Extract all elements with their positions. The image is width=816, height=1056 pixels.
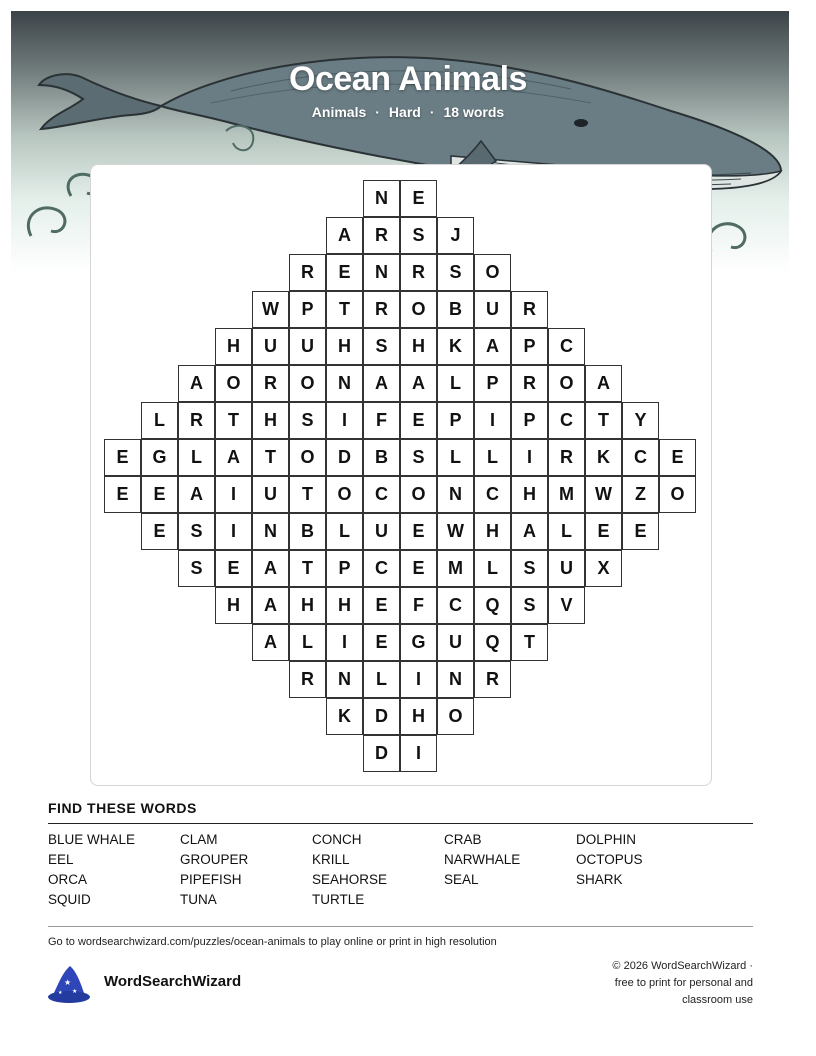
grid-cell[interactable]: A [178,476,215,513]
grid-cell[interactable]: Q [474,587,511,624]
grid-cell[interactable]: A [363,365,400,402]
grid-cell[interactable]: E [104,476,141,513]
grid-cell[interactable]: R [289,254,326,291]
grid-cell[interactable]: X [585,550,622,587]
grid-cell[interactable]: E [400,513,437,550]
grid-cell[interactable]: R [400,254,437,291]
word-list-item: CONCH [312,832,362,847]
grid-cell[interactable]: H [474,513,511,550]
grid-cell[interactable]: O [289,365,326,402]
copyright-note [553,958,753,1009]
grid-cell[interactable]: R [289,661,326,698]
grid-cell[interactable]: T [289,550,326,587]
grid-cell[interactable]: L [363,661,400,698]
grid-cell[interactable]: S [178,513,215,550]
word-list-item: TURTLE [312,892,365,907]
grid-cell[interactable]: U [437,624,474,661]
category-label: Animals [311,104,367,120]
grid-cell[interactable]: P [474,365,511,402]
grid-cell[interactable]: O [400,476,437,513]
wizard-hat-icon [46,963,92,1005]
grid-cell[interactable]: D [363,698,400,735]
grid-cell[interactable]: P [511,402,548,439]
grid-cell[interactable]: E [400,550,437,587]
grid-cell[interactable]: P [437,402,474,439]
grid-cell[interactable]: R [178,402,215,439]
brand-name[interactable]: WordSearchWizard [104,973,242,990]
word-list-item: CLAM [180,832,218,847]
grid-cell[interactable]: L [141,402,178,439]
grid-cell[interactable]: E [585,513,622,550]
grid-cell[interactable]: A [400,365,437,402]
grid-cell[interactable]: W [252,291,289,328]
word-list-item: ORCA [48,872,88,887]
grid-cell[interactable]: L [178,439,215,476]
grid-cell[interactable]: R [252,365,289,402]
grid-cell[interactable]: U [289,328,326,365]
grid-cell[interactable]: R [511,365,548,402]
word-list-item: KRILL [312,852,350,867]
copyright-line: classroom use [682,994,753,1006]
grid-cell[interactable]: A [585,365,622,402]
grid-cell[interactable]: B [289,513,326,550]
grid-cell[interactable]: N [437,476,474,513]
grid-cell[interactable]: A [178,365,215,402]
grid-cell[interactable]: T [215,402,252,439]
puzzle-card [90,164,712,786]
word-list-item: SQUID [48,892,91,907]
grid-cell[interactable]: U [474,291,511,328]
grid-cell[interactable]: C [363,550,400,587]
svg-text:★: ★ [72,988,78,995]
grid-cell[interactable]: T [326,291,363,328]
grid-cell[interactable]: K [326,698,363,735]
grid-cell[interactable]: O [400,291,437,328]
grid-cell[interactable]: R [474,661,511,698]
grid-cell[interactable]: I [474,402,511,439]
grid-cell[interactable]: E [400,180,437,217]
word-list-item: BLUE WHALE [48,832,136,847]
grid-cell[interactable]: O [548,365,585,402]
grid-cell[interactable]: H [215,587,252,624]
grid-cell[interactable]: N [363,180,400,217]
grid-cell[interactable]: I [215,476,252,513]
grid-cell[interactable]: H [326,328,363,365]
grid-cell[interactable]: A [511,513,548,550]
grid-cell[interactable]: E [400,402,437,439]
difficulty-label: Hard [388,104,421,120]
grid-cell[interactable]: A [252,550,289,587]
grid-cell[interactable]: L [474,439,511,476]
grid-cell[interactable]: N [252,513,289,550]
svg-text:★: ★ [58,990,63,996]
grid-cell[interactable]: N [437,661,474,698]
grid-cell[interactable]: I [400,735,437,772]
grid-cell[interactable]: T [511,624,548,661]
grid-cell[interactable]: O [437,698,474,735]
grid-cell[interactable]: S [400,217,437,254]
grid-cell[interactable]: E [363,587,400,624]
grid-cell[interactable]: U [363,513,400,550]
grid-cell[interactable]: B [363,439,400,476]
grid-cell[interactable]: E [141,513,178,550]
word-list-item: DOLPHIN [576,832,637,847]
grid-cell[interactable]: W [585,476,622,513]
grid-cell[interactable]: C [437,587,474,624]
grid-cell[interactable]: H [400,698,437,735]
grid-cell[interactable]: M [437,550,474,587]
grid-cell[interactable]: H [289,587,326,624]
grid-cell[interactable]: A [326,217,363,254]
copyright-line: free to print for personal and [614,977,753,989]
grid-cell[interactable]: E [326,254,363,291]
grid-cell[interactable]: M [548,476,585,513]
grid-cell[interactable]: A [252,587,289,624]
word-list-item: SEAL [444,872,479,887]
grid-cell[interactable]: I [511,439,548,476]
grid-cell[interactable]: Z [622,476,659,513]
separator-dot: · [375,104,380,120]
word-list-item: PIPEFISH [180,872,242,887]
grid-cell[interactable]: L [326,513,363,550]
grid-cell[interactable]: I [215,513,252,550]
grid-cell[interactable]: E [141,476,178,513]
grid-cell[interactable]: Q [474,624,511,661]
puzzle-meta [0,104,816,120]
grid-cell[interactable]: E [104,439,141,476]
grid-cell[interactable]: R [363,217,400,254]
grid-cell[interactable]: U [252,328,289,365]
grid-cell[interactable]: N [326,365,363,402]
footer-divider [48,926,753,927]
grid-cell[interactable]: E [659,439,696,476]
grid-cell[interactable]: S [363,328,400,365]
word-list-item: GROUPER [180,852,249,867]
grid-cell[interactable]: B [437,291,474,328]
heading-divider [48,823,753,824]
grid-cell[interactable]: I [326,624,363,661]
grid-cell[interactable]: C [363,476,400,513]
word-list-item: EEL [48,852,74,867]
grid-cell[interactable]: J [437,217,474,254]
grid-cell[interactable]: G [400,624,437,661]
copyright-line: © 2026 WordSearchWizard · [612,960,753,972]
grid-cell[interactable]: H [215,328,252,365]
grid-cell[interactable]: R [511,291,548,328]
grid-cell[interactable]: U [548,550,585,587]
grid-cell[interactable]: I [326,402,363,439]
grid-cell[interactable]: R [548,439,585,476]
grid-cell[interactable]: S [511,550,548,587]
footer-link-text[interactable]: Go to wordsearchwizard.com/puzzles/ocean-animals to play online or print in high resolution [48,936,497,948]
grid-cell[interactable]: Y [622,402,659,439]
word-list-item: NARWHALE [444,852,521,867]
grid-cell[interactable]: D [363,735,400,772]
grid-cell[interactable]: O [215,365,252,402]
word-list-item: SHARK [576,872,623,887]
grid-cell[interactable]: W [437,513,474,550]
grid-cell[interactable]: I [400,661,437,698]
grid-cell[interactable]: O [326,476,363,513]
grid-cell[interactable]: T [585,402,622,439]
grid-cell[interactable]: H [326,587,363,624]
grid-cell[interactable]: L [289,624,326,661]
grid-cell[interactable]: E [622,513,659,550]
grid-cell[interactable]: E [363,624,400,661]
separator-dot: · [429,104,435,120]
grid-cell[interactable]: A [252,624,289,661]
grid-cell[interactable]: E [215,550,252,587]
grid-cell[interactable]: A [215,439,252,476]
grid-cell[interactable]: S [511,587,548,624]
word-count-label: 18 words [443,104,505,120]
grid-cell[interactable]: L [474,550,511,587]
grid-cell[interactable]: S [289,402,326,439]
grid-cell[interactable]: U [252,476,289,513]
grid-cell[interactable]: A [474,328,511,365]
grid-cell[interactable]: F [400,587,437,624]
grid-cell[interactable]: C [622,439,659,476]
word-list-heading: FIND THESE WORDS [48,800,197,816]
grid-cell[interactable]: H [400,328,437,365]
grid-cell[interactable]: N [326,661,363,698]
grid-cell[interactable]: K [585,439,622,476]
grid-cell[interactable]: L [548,513,585,550]
grid-cell[interactable]: H [252,402,289,439]
grid-cell[interactable]: F [363,402,400,439]
grid-cell[interactable]: C [474,476,511,513]
svg-text:★: ★ [64,978,72,987]
grid-cell[interactable]: G [141,439,178,476]
grid-cell[interactable]: O [474,254,511,291]
grid-cell[interactable]: P [289,291,326,328]
word-list-item: TUNA [180,892,217,907]
grid-cell[interactable]: T [289,476,326,513]
grid-cell[interactable]: L [437,439,474,476]
grid-cell[interactable]: L [437,365,474,402]
grid-cell[interactable]: P [326,550,363,587]
word-list-item: SEAHORSE [312,872,388,887]
grid-cell[interactable]: D [326,439,363,476]
grid-cell[interactable]: O [659,476,696,513]
puzzle-title: Ocean Animals [289,60,527,98]
grid-cell[interactable]: N [363,254,400,291]
word-list-item: OCTOPUS [576,852,643,867]
grid-cell[interactable]: T [252,439,289,476]
grid-cell[interactable]: P [511,328,548,365]
grid-cell[interactable]: S [178,550,215,587]
grid-cell[interactable]: C [548,328,585,365]
grid-cell[interactable]: K [437,328,474,365]
grid-cell[interactable]: O [289,439,326,476]
grid-cell[interactable]: S [400,439,437,476]
grid-cell[interactable]: V [548,587,585,624]
word-list-item: CRAB [444,832,482,847]
grid-cell[interactable]: S [437,254,474,291]
grid-cell[interactable]: R [363,291,400,328]
grid-cell[interactable]: H [511,476,548,513]
grid-cell[interactable]: C [548,402,585,439]
